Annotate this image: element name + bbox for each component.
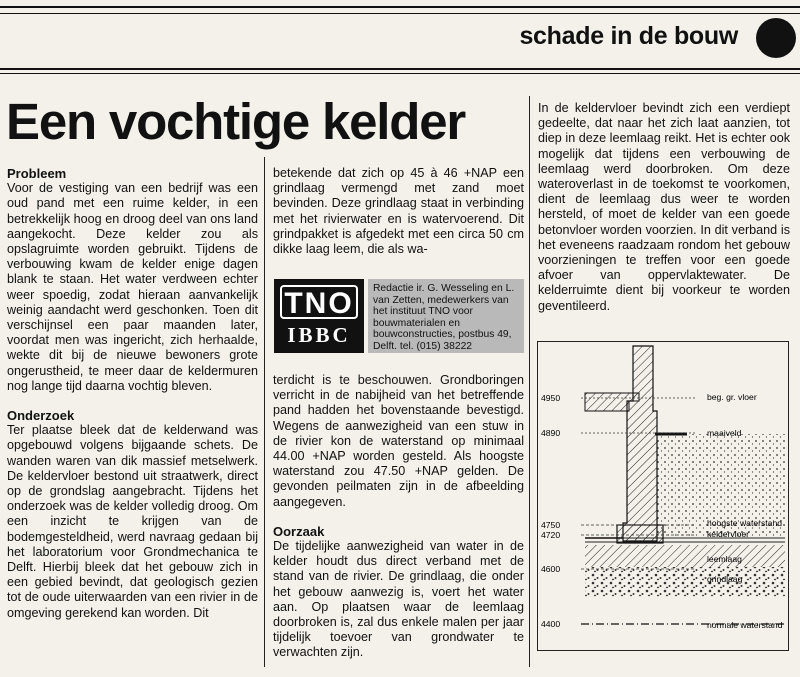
section-title: schade in de bouw — [519, 22, 738, 50]
article-title: Een vochtige kelder — [6, 93, 466, 150]
ibbc-logo-text: IBBC — [287, 323, 351, 347]
cellar-wall — [623, 346, 657, 541]
diagram-label: normale waterstand — [707, 620, 783, 630]
section-bullet-dot — [756, 18, 796, 58]
header-rule-thin — [0, 73, 800, 74]
column-divider-1 — [264, 157, 265, 667]
diagram-label: beg. gr. vloer — [707, 392, 757, 402]
paragraph: terdicht is te beschouwen. Grondboringen verricht in de nabijheid van het betreffende pand hadden het bovenstaande bevestigd. Wegens de aanwezigheid van een stuw in de rivier kon de waterstand op minimaal 44.00 +NAP worden gesteld. Als hoogste waterstand zou 47.50 +NAP gelden. De gevonden peilmaten zijn in de afbeelding aangegeven. — [273, 373, 524, 509]
tno-logo-text: TNO — [280, 285, 358, 319]
paragraph-gap — [7, 394, 258, 408]
paragraph: De tijdelijke aanwezigheid van water in de kelder houdt dus direct verband met de stand van de rivier. De grindlaag, die onder het gebouw aanwezig is, voert het water aan. Op plaatsen waar de leemlaag doorbroken is, zal dus enkele malen per jaar tijdelijk toevoer van grondwater te verwachten zijn. — [273, 539, 524, 660]
level-label: 4720 — [541, 530, 561, 540]
diagram-label: keldervloer — [707, 529, 750, 539]
grindlaag-fill — [585, 567, 785, 597]
column-3 — [538, 101, 790, 314]
paragraph: Voor de vestiging van een bedrijf was een oud pand met een ruime kelder, in een betrekkelijk hoog en droog deel van ons land aangekocht. Deze kelder zou als opslagruimte worden gebruikt. Tijdens de verbouwing kwam de kelder enige dagen blank te staan. Het water verdween echter weer spoedig, zodat hieraan aanvankelijk weinig aandacht werd geschonken. Toen dit verschijnsel een paar maanden later, voordat men was ingericht, zich herhaalde, wekte dit bij de nieuwe bewoners grote ongerustheid, te meer daar de keldermuren nog lange tijd daarna vochtig bleven. — [7, 181, 258, 393]
leemlaag-fill — [585, 545, 785, 567]
diagram-label: maaiveld — [707, 428, 742, 438]
paragraph: In de keldervloer bevindt zich een verdiept gedeelte, dat naar het zich laat aanzien, tot diep in deze leemlaag reikt. Het is echter ook mogelijk dat tijdens een verbouwing de leemlaag werd doorbroken. Om deze wateroverlast in de toekomst te voorkomen, dient de leemlaag dus weer te worden hersteld, of moet de kelder van een goede betonvloer worden voorzien. In dit verband is het eveneens raadzaam rondom het gebouw voorzieningen te treffen voor een goede afvoer van oppervlaktewater. De kelderruimte dient bij voorkeur te worden geventileerd. — [538, 101, 790, 313]
wall-footing — [617, 525, 663, 543]
column-1 — [7, 166, 258, 621]
cellar-wall-sketch — [537, 341, 789, 651]
header-rule — [0, 68, 800, 70]
paragraph-gap — [273, 510, 524, 524]
level-label: 4600 — [541, 564, 561, 574]
tno-logo — [274, 279, 364, 353]
column-2-bottom — [273, 373, 524, 661]
section-heading: Oorzaak — [273, 523, 325, 539]
top-rule — [0, 6, 800, 8]
section-heading: Onderzoek — [7, 408, 75, 424]
top-rule-thin — [0, 13, 800, 14]
paragraph: Ter plaatse bleek dat de kelderwand was opgebouwd volgens bijgaande schets. De wanden waren van dik massief metselwerk. De keldervloer bestond uit straatwerk, direct op de grondslag aangebracht. Tijdens het onderzoek was de kelder volledig droog. Om een inzicht te krijgen van de bodemgesteldheid, werd navraag gedaan bij het laboratorium voor Grondmechanica te Delft. Hierbij bleek dat het gebouw zich in een gebied bevindt, dat geologisch gezien tot de oude uiterwaarden van een rivier in de omgeving gerekend kan worden. Dit — [7, 423, 258, 620]
section-heading: Probleem — [7, 166, 67, 181]
diagram-label: grindlaag — [707, 574, 743, 584]
level-label: 4890 — [541, 428, 561, 438]
paragraph: betekende dat zich op 45 à 46 +NAP een grindlaag vermengd met zand moet bevinden. Deze grindlaag staat in verbinding met het rivierwater en is watervoerend. Dit grindpakket is afgedekt met een circa 50 cm dikke laag leem, die als wa- — [273, 166, 524, 257]
level-label: 4750 — [541, 520, 561, 530]
column-divider-2 — [529, 96, 530, 667]
tno-credit-box — [271, 279, 524, 353]
editorial-credit: Redactie ir. G. Wesseling en L. van Zetten, medewerkers van het instituut TNO voor bouwmaterialen en bouwconstructies, postbus 49, Delft. tel. (015) 38222 — [368, 279, 524, 353]
diagram-label: hoogste waterstand — [707, 518, 783, 528]
diagram-label: leemlaag — [707, 554, 742, 564]
level-label: 4400 — [541, 619, 561, 629]
level-label: 4950 — [541, 393, 561, 403]
column-2-top — [273, 166, 524, 257]
